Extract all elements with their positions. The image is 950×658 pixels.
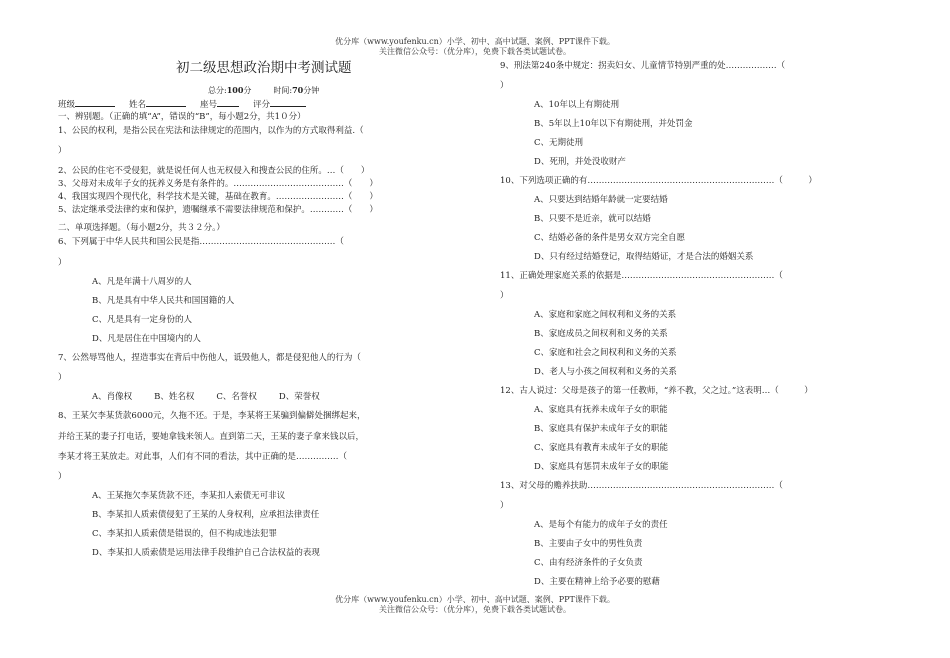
question-13: 13、对父母的赡养扶助…………………………………………………………（: [500, 481, 783, 491]
q10-option-d: D、只有经过结婚登记，取得结婚证，才是合法的婚姻关系: [534, 252, 754, 262]
q13-option-b: B、主要由子女中的男性负责: [534, 539, 643, 549]
q9-option-d: D、死刑，并处没收财产: [534, 157, 626, 167]
q7-option-b: B、姓名权: [154, 392, 195, 402]
question-11-close: ）: [500, 291, 509, 301]
q8-option-c: C、李某扣人质索债是错误的，但不构成违法犯罪: [92, 529, 278, 539]
section2-heading: 二、单项选择题。（每小题2分，共３２分。）: [58, 223, 225, 233]
question-9-close: ）: [500, 81, 509, 91]
question-13-close: ）: [500, 501, 509, 511]
q12-option-d: D、家庭具有惩罚未成年子女的职能: [534, 462, 669, 472]
question-8-close: ）: [58, 472, 67, 482]
field-score-label: 评分: [253, 100, 271, 110]
header-banner-line1: 优分库（www.youfenku.cn）小学、初中、高中试题、案例、PPT课件下载。: [335, 37, 615, 46]
total-value: 100: [226, 85, 244, 95]
q7-option-a: A、肖像权: [92, 392, 133, 402]
q6-option-a: A、凡是年满十八周岁的人: [92, 277, 192, 287]
q10-option-a: A、只要达到结婚年龄就一定要结婚: [534, 195, 668, 205]
field-class-label: 班级: [58, 100, 76, 110]
field-name-blank[interactable]: [146, 98, 186, 107]
time-unit: 分钟: [303, 86, 320, 95]
section1-heading: 一、辨别题。（正确的填“A”，错误的“B”，每小题2分，共1０分）: [58, 112, 306, 122]
question-5: 5、法定继承受法律约束和保护，遗嘱继承不需要法律规范和保护。…………（ ）: [58, 205, 378, 215]
total-unit: 分: [243, 86, 252, 95]
q7-option-d: D、荣誉权: [278, 392, 320, 402]
field-seat-blank[interactable]: [217, 98, 239, 107]
question-7-close: ）: [58, 373, 67, 383]
field-score-blank[interactable]: [270, 98, 306, 107]
question-9: 9、刑法第240条中规定：拐卖妇女、儿童情节特别严重的处………………（: [500, 61, 786, 71]
q12-option-b: B、家庭具有保护未成年子女的职能: [534, 424, 668, 434]
question-10: 10、下列选项正确的有…………………………………………………………（ ）: [500, 176, 817, 186]
question-6-close: ）: [58, 258, 67, 268]
time-value: 70: [292, 85, 304, 95]
field-class-blank[interactable]: [75, 98, 115, 107]
question-12: 12、古人说过：父母是孩子的第一任教师，“养不教，父之过。”这表明…（ ）: [500, 386, 813, 396]
question-4: 4、我国实现四个现代化，科学技术是关键，基础在教育。……………………（ ）: [58, 192, 378, 202]
question-8-line1: 8、王某欠李某货款6000元，久拖不还。于是，李某将王某骗到偏僻处捆绑起来，: [58, 411, 366, 421]
field-name-label: 姓名: [129, 100, 147, 110]
score-time-line: [208, 84, 319, 97]
question-6: 6、下列属于中华人民共和国公民是指…………………………………………（: [58, 237, 344, 247]
question-2: 2、公民的住宅不受侵犯，就是说任何人也无权侵入和搜查公民的住所。…（ ）: [58, 166, 370, 176]
question-7: 7、公然辱骂他人，捏造事实在背后中伤他人，诋毁他人，都是侵犯他人的行为（: [58, 353, 361, 363]
q8-option-a: A、王某拖欠李某货款不还，李某扣人索债无可非议: [92, 491, 286, 501]
q11-option-c: C、家庭和社会之间权利和义务的关系: [534, 348, 677, 358]
q8-option-b: B、李某扣人质索债侵犯了王某的人身权利，应承担法律责任: [92, 510, 320, 520]
q13-option-c: C、由有经济条件的子女负责: [534, 558, 643, 568]
q7-option-c: C、名誉权: [216, 392, 257, 402]
q11-option-b: B、家庭成员之间权利和义务的关系: [534, 329, 668, 339]
q13-option-d: D、主要在精神上给予必要的慰藉: [534, 577, 660, 587]
question-3: 3、父母对未成年子女的抚养义务是有条件的。…………………………………（ ）: [58, 179, 378, 189]
q12-option-a: A、家庭具有抚养未成年子女的职能: [534, 405, 668, 415]
footer-banner: [0, 595, 950, 615]
header-banner: [0, 37, 950, 57]
q9-option-b: B、5年以上10年以下有期徒刑，并处罚金: [534, 119, 693, 129]
q11-option-a: A、家庭和家庭之间权利和义务的关系: [534, 310, 677, 320]
field-seat-label: 座号: [200, 100, 218, 110]
q6-option-b: B、凡是具有中华人民共和国国籍的人: [92, 296, 235, 306]
time-label: 时间:: [273, 86, 293, 95]
q6-option-c: C、凡是具有一定身份的人: [92, 315, 193, 325]
question-11: 11、正确处理家庭关系的依据是………………………………………………（: [500, 271, 783, 281]
exam-title: 初二级思想政治期中考测试题: [176, 60, 352, 76]
student-info-line: [58, 98, 306, 111]
q9-option-a: A、10年以上有期徒刑: [534, 100, 619, 110]
footer-banner-line2: 关注微信公众号：（优分库），免费下载各类试题试卷。: [379, 605, 571, 614]
q8-option-d: D、李某扣人质索债是运用法律手段维护自己合法权益的表现: [92, 548, 320, 558]
q10-option-c: C、结婚必备的条件是男女双方完全自愿: [534, 233, 686, 243]
q7-options: [92, 391, 320, 403]
total-label: 总分:: [208, 86, 227, 95]
q10-option-b: B、只要不是近亲，就可以结婚: [534, 214, 651, 224]
question-1-close: ）: [58, 146, 67, 156]
q9-option-c: C、无期徒刑: [534, 138, 584, 148]
question-8-line3: 李某才将王某放走。对此事，人们有不同的看法，其中正确的是……………（: [58, 452, 348, 462]
footer-banner-line1: 优分库（www.youfenku.cn）小学、初中、高中试题、案例、PPT课件下载。: [335, 595, 615, 604]
q12-option-c: C、家庭具有教育未成年子女的职能: [534, 443, 669, 453]
header-banner-line2: 关注微信公众号：（优分库），免费下载各类试题试卷。: [379, 47, 571, 56]
q6-option-d: D、凡是居住在中国境内的人: [92, 334, 201, 344]
question-1: 1、公民的权利，是指公民在宪法和法律规定的范围内，以作为的方式取得利益.（: [58, 126, 364, 136]
q11-option-d: D、老人与小孩之间权利和义务的关系: [534, 367, 677, 377]
q13-option-a: A、是每个有能力的成年子女的责任: [534, 520, 668, 530]
question-8-line2: 并给王某的妻子打电话，要她拿钱来领人。直到第二天，王某的妻子拿来钱以后，: [58, 432, 365, 442]
